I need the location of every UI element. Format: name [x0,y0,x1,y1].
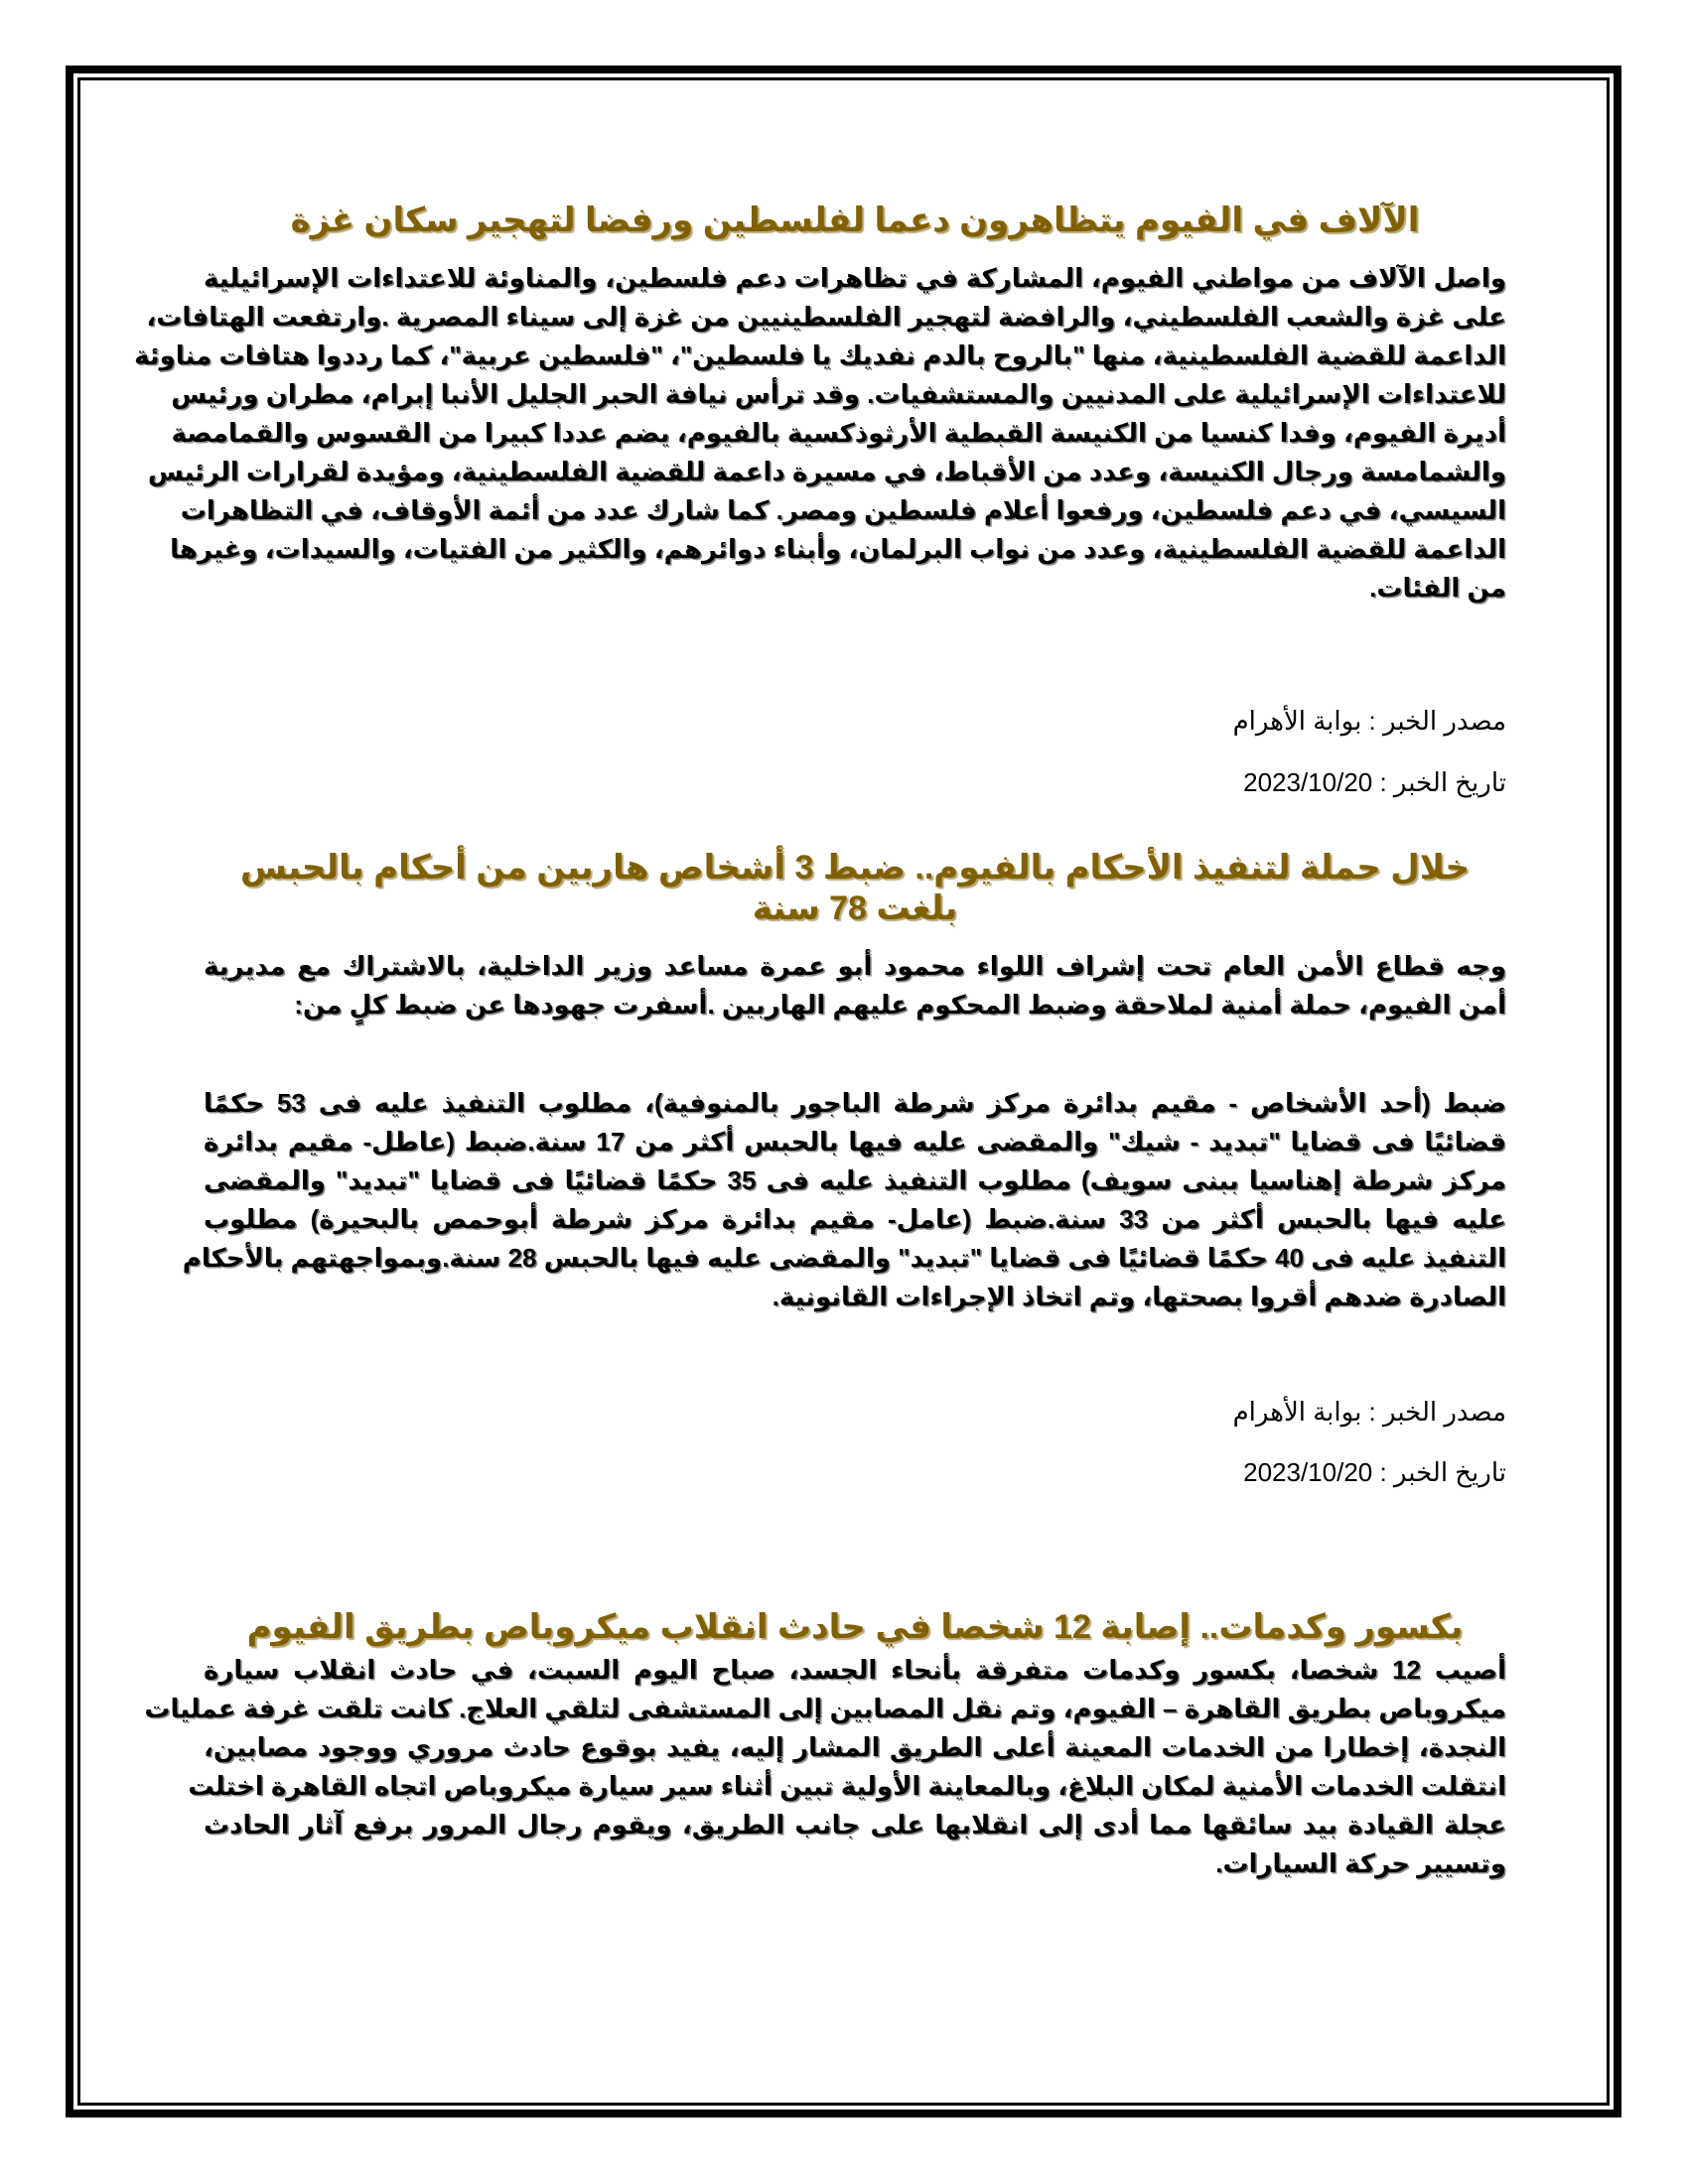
article-1-date: تاريخ الخبر : 2023/10/20 [1243,767,1506,797]
article-3-body-line: عجلة القيادة بيد سائقها مما أدى إلى انقلابها على جانب الطريق، ويقوم رجال المرور برفع آثار الحادث [204,1810,1506,1840]
article-1-body-line: على غزة والشعب الفلسطيني، والرافضة لتهجير الفلسطينيين من غزة إلى سيناء المصرية .وارتفعت الهتافات، [146,302,1506,332]
article-1-body-line: للاعتداءات الإسرائيلية على المدنيين والمستشفيات. وقد ترأس نيافة الحبر الجليل الأنبا إبرام، مطران ورئيس [171,379,1506,409]
article-2-title-line: خلال حملة لتنفيذ الأحكام بالفيوم.. ضبط 3 أشخاص هاربين من أحكام بالحبس [239,849,1471,887]
article-1-body-line: السيسي، في دعم فلسطين، ورفعوا أعلام فلسطين ومصر. كما شارك عدد من أئمة الأوقاف، في التظاهرات [180,495,1506,525]
article-3-body-line: النجدة، إخطارا من الخدمات المعينة أعلى الطريق المشار إليه، يفيد بوقوع حادث مروري ووجود مصابين، [204,1732,1506,1762]
article-2-title-line: بلغت 78 سنة [752,889,958,927]
article-1-title: الآلاف في الفيوم يتظاهرون دعما لفلسطين ورفضا لتهجير سكان غزة [290,202,1420,239]
article-2-body-line: قضائيًا فى قضايا "تبديد - شيك" والمقضى عليه فيها بالحبس أكثر من 17 سنة.ضبط (عاطل- مقيم بدائرة [204,1127,1506,1157]
article-3-body-line: ميكروباص بطريق القاهرة – الفيوم، وتم نقل المصابين إلى المستشفى لتلقي العلاج. كانت تلقت غرفة عمليات [144,1694,1506,1723]
article-2-body-line: التنفيذ عليه فى 40 حكمًا قضائيًا فى قضايا "تبديد" والمقضى عليه فيها بالحبس 28 سنة.وبمواجهتهم بالأحكام [182,1243,1506,1273]
article-2-intro-line: أمن الفيوم، حملة أمنية لملاحقة وضبط المحكوم عليهم الهاربين .أسفرت جهودها عن ضبط كلٍ من: [294,990,1506,1020]
article-1-body-line: والشمامسة ورجال الكنيسة، وعدد من الأقباط، في مسيرة داعمة للقضية الفلسطينية، ومؤيدة لقرارات الرئيس [147,457,1506,486]
article-1-body-line: الداعمة للقضية الفلسطينية، وعدد من نواب البرلمان، وأبناء دوائرهم، والكثير من الفتيات، والسيدات، وغيرها [170,534,1506,564]
article-3-body-line: وتسيير حركة السيارات. [1215,1848,1506,1878]
article-1-body-line: أديرة الفيوم، وفدا كنسيا من الكنيسة القبطية الأرثوذكسية بالفيوم، يضم عددا كبيرا من القسوس والقمامصة [171,418,1506,448]
article-2-body-line: ضبط (أحد الأشخاص - مقيم بدائرة مركز شرطة الباجور بالمنوفية)، مطلوب التنفيذ عليه فى 53 حكمًا [204,1088,1507,1118]
article-1-body-line: الداعمة للقضية الفلسطينية، منها "بالروح بالدم نفديك يا فلسطين"، "فلسطين عربية"، كما رددوا هتافات مناوئة [134,341,1506,370]
article-1-source: مصدر الخبر : بوابة الأهرام [1232,706,1506,736]
article-3-body-line: أصيب 12 شخصا، بكسور وكدمات متفرقة بأنحاء الجسد، صباح اليوم السبت، في حادث انقلاب سيارة [204,1655,1506,1685]
article-1-body-line: واصل الآلاف من مواطني الفيوم، المشاركة في تظاهرات دعم فلسطين، والمناوئة للاعتداءات الإسرائيلية [204,263,1506,293]
article-2-date: تاريخ الخبر : 2023/10/20 [1243,1457,1506,1487]
article-3-body-line: انتقلت الخدمات الأمنية لمكان البلاغ، وبالمعاينة الأولية تبين أثناء سير سيارة ميكروباص اتجاه القاهرة اختلت [188,1771,1506,1801]
article-2-intro-line: وجه قطاع الأمن العام تحت إشراف اللواء محمود أبو عمرة مساعد وزير الداخلية، بالاشتراك مع مديرية [204,951,1506,981]
article-2-source: مصدر الخبر : بوابة الأهرام [1232,1397,1506,1427]
article-2-body-line: عليه فيها بالحبس أكثر من 33 سنة.ضبط (عامل- مقيم بدائرة مركز شرطة أبوحمص بالبحيرة) مطلوب [204,1204,1506,1234]
article-2-body-line: مركز شرطة إهناسيا ببنى سويف) مطلوب التنفيذ عليه فى 35 حكمًا قضائيًا فى قضايا "تبديد" والمقضى [204,1165,1506,1195]
article-3-title: بكسور وكدمات.. إصابة 12 شخصا في حادث انقلاب ميكروباص بطريق الفيوم [246,1608,1464,1646]
article-2-body-line: الصادرة ضدهم أقروا بصحتها، وتم اتخاذ الإجراءات القانونية. [772,1282,1506,1311]
article-1-body-line: من الفئات. [1369,573,1506,603]
